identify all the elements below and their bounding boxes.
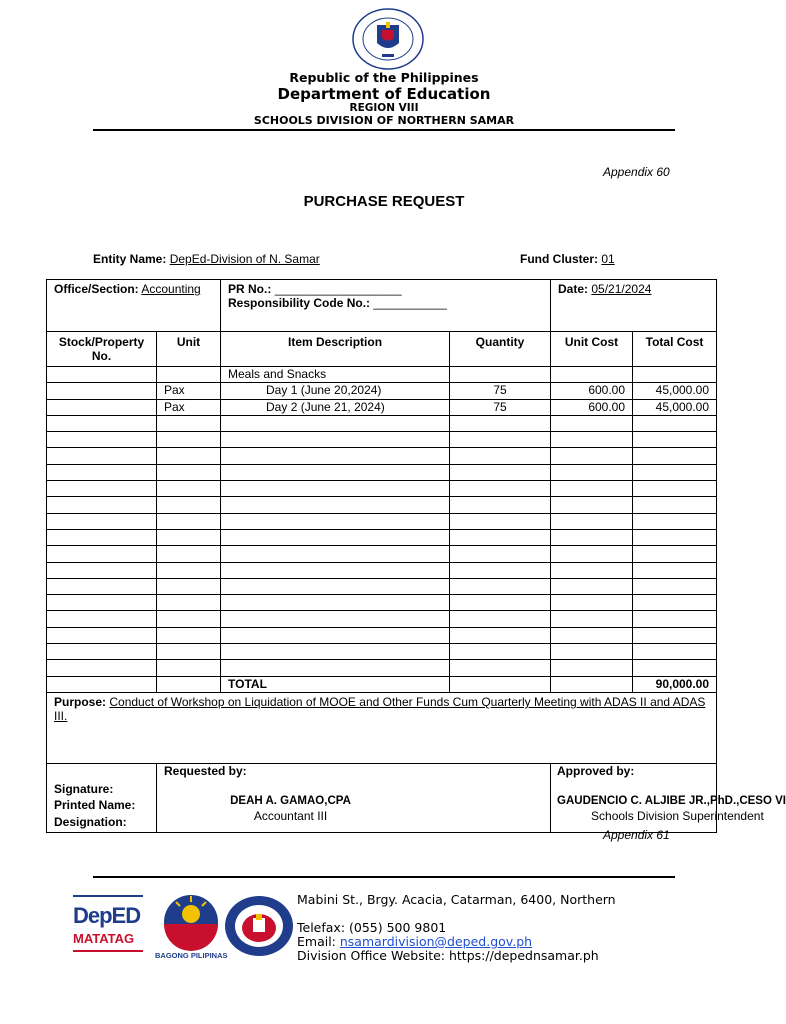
stock-cell bbox=[47, 367, 157, 383]
total-cost-cell bbox=[633, 497, 717, 513]
date-value: 05/21/2024 bbox=[591, 282, 652, 296]
unit-cost-cell bbox=[551, 497, 633, 513]
unit-cell bbox=[157, 415, 221, 431]
unit-cell bbox=[157, 464, 221, 480]
quantity-cell bbox=[450, 660, 551, 676]
footer-email-label: Email: bbox=[297, 934, 340, 949]
col-total-cost-header: Total Cost bbox=[633, 332, 717, 367]
responsibility-code-blank: ___________ bbox=[373, 296, 447, 310]
total-cost-cell bbox=[633, 367, 717, 383]
stock-cell bbox=[47, 497, 157, 513]
item-row bbox=[47, 513, 717, 529]
requested-by-cell bbox=[157, 763, 551, 833]
header-region: REGION VIII bbox=[349, 102, 419, 114]
item-row bbox=[47, 611, 717, 627]
quantity-cell bbox=[450, 546, 551, 562]
description-cell bbox=[221, 562, 450, 578]
stock-cell bbox=[47, 595, 157, 611]
office-section-label: Office/Section: bbox=[54, 282, 139, 296]
item-rows bbox=[47, 367, 717, 677]
appendix-bottom: Appendix 61 bbox=[603, 828, 670, 842]
unit-cost-cell bbox=[551, 595, 633, 611]
footer-website: Division Office Website: https://depednsamar.ph bbox=[297, 948, 599, 963]
item-row bbox=[47, 415, 717, 431]
quantity-cell bbox=[450, 481, 551, 497]
unit-cost-cell bbox=[551, 367, 633, 383]
item-row bbox=[47, 529, 717, 545]
printed-name-label: Printed Name: bbox=[54, 798, 136, 813]
item-row bbox=[47, 432, 717, 448]
total-cost-cell bbox=[633, 415, 717, 431]
description-cell: Meals and Snacks bbox=[221, 367, 450, 383]
fund-cluster-field bbox=[520, 252, 615, 266]
unit-cost-cell: 600.00 bbox=[551, 399, 633, 415]
stock-cell bbox=[47, 448, 157, 464]
requested-by-label: Requested by: bbox=[164, 763, 247, 778]
footer-address: Mabini St., Brgy. Acacia, Catarman, 6400, Northern bbox=[297, 892, 616, 907]
stock-cell bbox=[47, 383, 157, 399]
unit-cell bbox=[157, 448, 221, 464]
unit-cost-cell bbox=[551, 432, 633, 448]
total-cost-cell: 45,000.00 bbox=[633, 399, 717, 415]
appendix-top: Appendix 60 bbox=[603, 165, 670, 179]
stock-cell bbox=[47, 432, 157, 448]
col-stock-header: Stock/Property No. bbox=[47, 332, 157, 367]
unit-cost-cell bbox=[551, 415, 633, 431]
unit-cell bbox=[157, 529, 221, 545]
unit-cell bbox=[157, 562, 221, 578]
description-cell bbox=[221, 497, 450, 513]
total-row bbox=[47, 676, 717, 692]
quantity-cell: 75 bbox=[450, 383, 551, 399]
description-cell bbox=[221, 660, 450, 676]
stock-cell bbox=[47, 578, 157, 594]
unit-cost-cell: 600.00 bbox=[551, 383, 633, 399]
unit-cost-cell bbox=[551, 627, 633, 643]
description-cell bbox=[221, 529, 450, 545]
quantity-cell bbox=[450, 448, 551, 464]
description-cell bbox=[221, 595, 450, 611]
stock-cell bbox=[47, 562, 157, 578]
item-row bbox=[47, 562, 717, 578]
header-division: SCHOOLS DIVISION OF NORTHERN SAMAR bbox=[253, 114, 515, 127]
unit-cell bbox=[157, 595, 221, 611]
description-cell bbox=[221, 611, 450, 627]
col-unit-header: Unit bbox=[157, 332, 221, 367]
description-cell bbox=[221, 415, 450, 431]
item-description-text: Day 2 (June 21, 2024) bbox=[266, 399, 385, 414]
unit-cell: Pax bbox=[157, 399, 221, 415]
unit-cell bbox=[157, 497, 221, 513]
stock-cell bbox=[47, 513, 157, 529]
col-unit-cost-header: Unit Cost bbox=[551, 332, 633, 367]
description-cell bbox=[221, 432, 450, 448]
total-cost-cell bbox=[633, 644, 717, 660]
description-cell bbox=[221, 513, 450, 529]
quantity-cell bbox=[450, 497, 551, 513]
quantity-cell bbox=[450, 644, 551, 660]
description-cell bbox=[221, 448, 450, 464]
header-republic: Republic of the Philippines bbox=[289, 70, 479, 85]
purpose-label: Purpose: bbox=[54, 694, 107, 709]
stock-cell bbox=[47, 415, 157, 431]
approved-by-designation: Schools Division Superintendent bbox=[591, 808, 764, 823]
form-title: PURCHASE REQUEST bbox=[303, 193, 465, 210]
unit-cell bbox=[157, 660, 221, 676]
quantity-cell bbox=[450, 464, 551, 480]
unit-cell bbox=[157, 367, 221, 383]
purchase-request-table bbox=[46, 279, 786, 833]
footer-email-link[interactable]: nsamardivision@deped.gov.ph bbox=[339, 934, 533, 949]
quantity-cell bbox=[450, 611, 551, 627]
matatag-logo-text: MATATAG bbox=[73, 931, 135, 946]
total-cost-cell: 45,000.00 bbox=[633, 383, 717, 399]
total-cost-cell bbox=[633, 529, 717, 545]
deped-logo-text: DepED bbox=[73, 903, 141, 928]
unit-cell bbox=[157, 611, 221, 627]
deped-matatag-logo bbox=[73, 895, 145, 963]
total-cost-cell bbox=[633, 660, 717, 676]
item-row bbox=[47, 481, 717, 497]
office-section-value: Accounting bbox=[141, 282, 201, 296]
pr-info-cell bbox=[221, 280, 551, 332]
entity-name-value: DepEd-Division of N. Samar bbox=[169, 252, 320, 266]
footer-divider bbox=[93, 876, 675, 878]
item-row bbox=[47, 660, 717, 676]
unit-cost-cell bbox=[551, 546, 633, 562]
total-cost-cell bbox=[633, 448, 717, 464]
col-quantity-header: Quantity bbox=[450, 332, 551, 367]
quantity-cell bbox=[450, 367, 551, 383]
designation-label: Designation: bbox=[54, 814, 127, 829]
purpose-cell bbox=[47, 692, 717, 763]
description-cell bbox=[221, 546, 450, 562]
stock-cell bbox=[47, 481, 157, 497]
total-cost-cell bbox=[633, 562, 717, 578]
quantity-cell bbox=[450, 562, 551, 578]
unit-cost-cell bbox=[551, 578, 633, 594]
unit-cost-cell bbox=[551, 481, 633, 497]
signature-label: Signature: bbox=[54, 781, 114, 796]
unit-cell bbox=[157, 627, 221, 643]
item-row bbox=[47, 448, 717, 464]
unit-cost-cell bbox=[551, 562, 633, 578]
fund-cluster-label: Fund Cluster: bbox=[520, 252, 598, 266]
office-section-cell bbox=[47, 280, 221, 332]
description-cell bbox=[221, 481, 450, 497]
col-description-header: Item Description bbox=[221, 332, 450, 367]
item-row bbox=[47, 383, 717, 399]
unit-cost-cell bbox=[551, 660, 633, 676]
total-cost-cell bbox=[633, 595, 717, 611]
approved-by-label: Approved by: bbox=[557, 763, 635, 778]
unit-cell bbox=[157, 481, 221, 497]
unit-cost-cell bbox=[551, 529, 633, 545]
total-cost-cell bbox=[633, 481, 717, 497]
quantity-cell: 75 bbox=[450, 399, 551, 415]
header-divider bbox=[93, 129, 675, 131]
item-description-text: Day 1 (June 20,2024) bbox=[266, 383, 382, 398]
unit-cost-cell bbox=[551, 464, 633, 480]
entity-name-field bbox=[93, 252, 320, 266]
pr-no-blank: ___________________ bbox=[274, 282, 402, 296]
description-cell bbox=[221, 383, 450, 399]
unit-cell bbox=[157, 432, 221, 448]
bagong-pilipinas-text: BAGONG PILIPINAS bbox=[155, 951, 228, 960]
item-row bbox=[47, 627, 717, 643]
item-row bbox=[47, 464, 717, 480]
quantity-cell bbox=[450, 415, 551, 431]
description-cell bbox=[221, 644, 450, 660]
total-cost-cell bbox=[633, 627, 717, 643]
deped-seal-logo bbox=[351, 8, 425, 70]
total-value: 90,000.00 bbox=[633, 676, 717, 692]
unit-cell bbox=[157, 546, 221, 562]
description-cell bbox=[221, 399, 450, 415]
requested-by-designation: Accountant III bbox=[253, 808, 328, 823]
pr-no-label: PR No.: bbox=[228, 282, 272, 296]
fund-cluster-value: 01 bbox=[601, 252, 615, 266]
item-row bbox=[47, 595, 717, 611]
office-row bbox=[47, 280, 717, 332]
quantity-cell bbox=[450, 529, 551, 545]
description-cell bbox=[221, 464, 450, 480]
responsibility-code-label: Responsibility Code No.: bbox=[228, 296, 371, 310]
footer-telefax: Telefax: (055) 500 9801 bbox=[297, 920, 447, 935]
stock-cell bbox=[47, 644, 157, 660]
division-seal-logo bbox=[223, 894, 295, 958]
stock-cell bbox=[47, 546, 157, 562]
description-cell bbox=[221, 578, 450, 594]
stock-cell bbox=[47, 399, 157, 415]
purpose-text: Conduct of Workshop on Liquidation of MOOE and Other Funds Cum Quarterly Meeting with ADAS II and ADAS III. bbox=[54, 694, 706, 723]
unit-cell bbox=[157, 578, 221, 594]
item-row bbox=[47, 497, 717, 513]
unit-cost-cell bbox=[551, 448, 633, 464]
unit-cell: Pax bbox=[157, 383, 221, 399]
unit-cost-cell bbox=[551, 644, 633, 660]
unit-cost-cell bbox=[551, 611, 633, 627]
unit-cost-cell bbox=[551, 513, 633, 529]
stock-cell bbox=[47, 529, 157, 545]
unit-cell bbox=[157, 644, 221, 660]
column-header-row bbox=[47, 332, 717, 367]
quantity-cell bbox=[450, 432, 551, 448]
item-row bbox=[47, 546, 717, 562]
approved-by-name: GAUDENCIO C. ALJIBE JR.,PhD.,CESO VI bbox=[557, 794, 786, 807]
total-cost-cell bbox=[633, 578, 717, 594]
total-label: TOTAL bbox=[221, 676, 450, 692]
quantity-cell bbox=[450, 595, 551, 611]
purpose-row bbox=[47, 692, 717, 763]
quantity-cell bbox=[450, 627, 551, 643]
signature-block-row bbox=[47, 763, 717, 833]
header-department: Department of Education bbox=[277, 85, 491, 103]
total-cost-cell bbox=[633, 513, 717, 529]
unit-cell bbox=[157, 513, 221, 529]
stock-cell bbox=[47, 464, 157, 480]
bagong-pilipinas-logo bbox=[160, 892, 222, 952]
item-row bbox=[47, 578, 717, 594]
stock-cell bbox=[47, 660, 157, 676]
date-label: Date: bbox=[558, 282, 589, 296]
quantity-cell bbox=[450, 513, 551, 529]
approved-by-cell bbox=[551, 763, 786, 833]
requested-by-name: DEAH A. GAMAO,CPA bbox=[230, 794, 351, 807]
item-row bbox=[47, 399, 717, 415]
item-row bbox=[47, 644, 717, 660]
entity-name-label: Entity Name: bbox=[93, 252, 167, 266]
description-cell bbox=[221, 627, 450, 643]
total-cost-cell bbox=[633, 546, 717, 562]
total-cost-cell bbox=[633, 464, 717, 480]
date-cell bbox=[551, 280, 717, 332]
total-cost-cell bbox=[633, 432, 717, 448]
total-cost-cell bbox=[633, 611, 717, 627]
stock-cell bbox=[47, 611, 157, 627]
item-row bbox=[47, 367, 717, 383]
quantity-cell bbox=[450, 578, 551, 594]
stock-cell bbox=[47, 627, 157, 643]
